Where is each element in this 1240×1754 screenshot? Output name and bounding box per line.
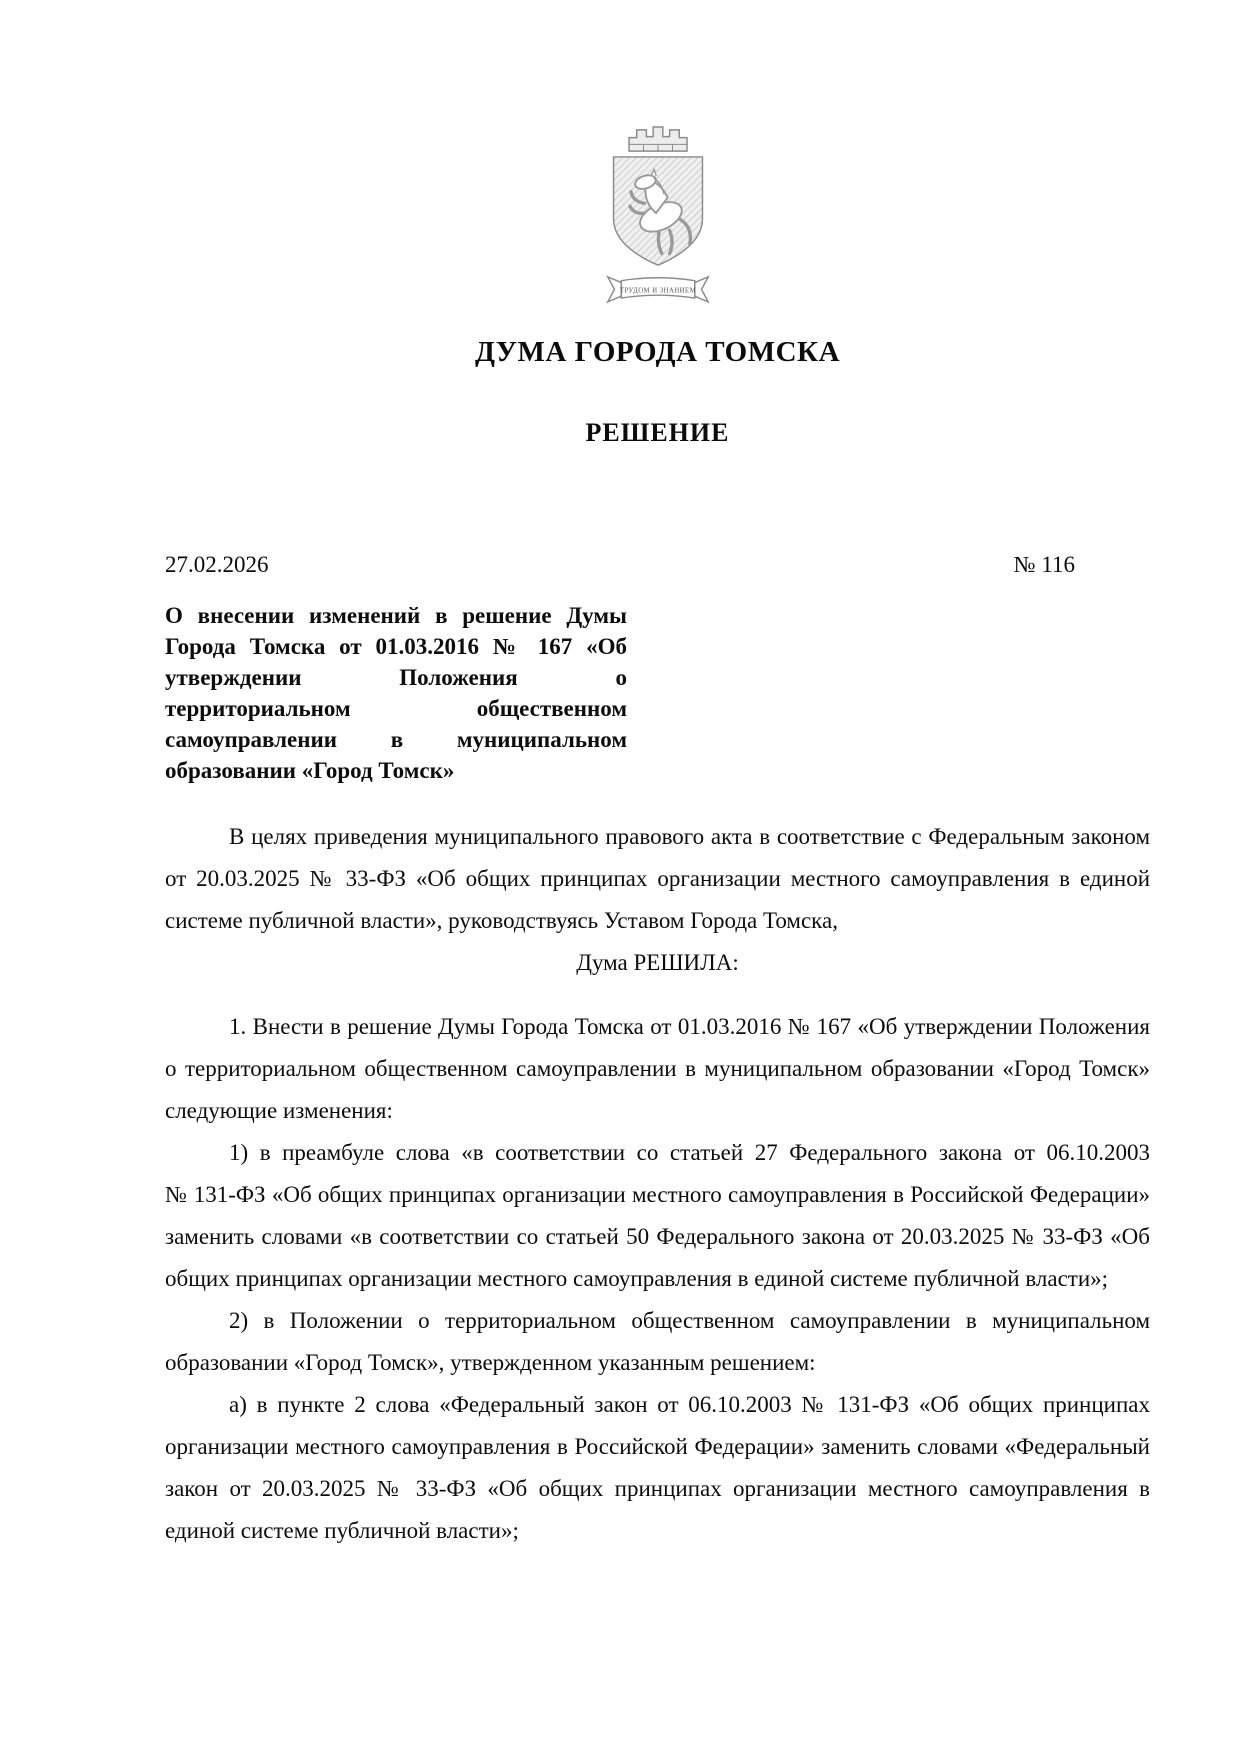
motto-ribbon <box>607 277 708 302</box>
doc-title: О внесении изменений в решение Думы Города Томска от 01.03.2016 № 167 «Об утверждении Положения о территориальном общественном самоуправлении в муниципальном образовании «Город Томск» <box>165 603 627 783</box>
resolution-heading: Дума РЕШИЛА: <box>576 950 739 975</box>
paragraph-item-1: 1. Внести в решение Думы Города Томска от 01.03.2016 № 167 «Об утверждении Положения о территориальном общественном самоуправлении в муниципальном образовании «Город Томск» следующие изменения: <box>165 1014 1150 1123</box>
paragraph-subitem-2: 2) в Положении о территориальном общественном самоуправлении в муниципальном образовании «Город Томск», утвержденном указанным решением: <box>165 1308 1150 1375</box>
paragraph-subitem-1: 1) в преамбуле слова «в соответствии со статьей 27 Федерального закона от 06.10.2003 № 131-ФЗ «Об общих принципах организации местного самоуправления в Российской Федерации» заменить словами «в соответствии со статьей 50 Федерального закона от 20.03.2025 № 33-ФЗ «Об общих принципах организации местного самоуправления в единой системе публичной власти»; <box>165 1140 1150 1291</box>
doc-type: РЕШЕНИЕ <box>585 418 730 447</box>
mural-crown-icon <box>629 127 687 151</box>
coat-of-arms-icon <box>600 118 716 308</box>
paragraph-subitem-2a: а) в пункте 2 слова «Федеральный закон от 06.10.2003 № 131-ФЗ «Об общих принципах организации местного самоуправления в Российской Федерации» заменить словами «Федеральный закон от 20.03.2025 № 33-ФЗ «Об общих принципах организации местного самоуправления в единой системе публичной власти»; <box>165 1392 1150 1543</box>
emblem-motto: ТРУДОМ И ЗНАНИЕМ <box>619 287 696 295</box>
date-number-row <box>165 550 1150 580</box>
tomsk-coat-of-arms <box>600 118 716 308</box>
org-name: ДУМА ГОРОДА ТОМСКА <box>474 336 841 368</box>
doc-number: № 116 <box>1013 552 1075 577</box>
doc-date: 27.02.2026 <box>165 552 269 577</box>
preamble-paragraph: В целях приведения муниципального правового акта в соответствие с Федеральным законом от 20.03.2025 № 33-ФЗ «Об общих принципах организации местного самоуправления в единой системе публичной власти», руководствуясь Уставом Города Томска, <box>165 824 1150 933</box>
